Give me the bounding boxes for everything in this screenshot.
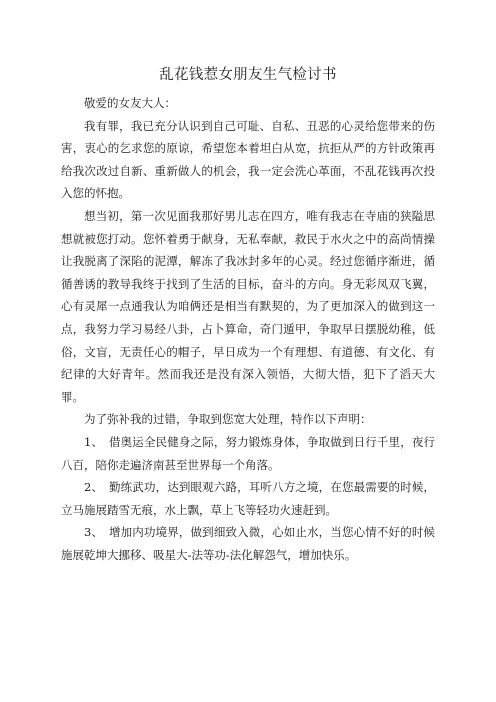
list-item-2: 2、 勤练武功，达到眼观六路，耳听八方之境，在您最需要的时候，立马施展踏雪无痕，水上飘，草上飞等轻功火速赶到。 <box>61 480 435 517</box>
document-title: 乱花钱惹女朋友生气检讨书 <box>159 67 337 83</box>
salutation: 敬爱的女友大人： <box>84 96 176 110</box>
list-item-1: 1、 借奥运全民健身之际，努力锻炼身体，争取做到日行千里，夜行八百，陪你走遍济南甚至世界每一个角落。 <box>61 434 435 472</box>
paragraph-recollection: 想当初，第一次见面我那好男儿志在四方，唯有我志在寺庙的狭隘思想就被您打动。您怀着勇于献身，无私奉献，救民于水火之中的高尚情操让我脱离了深陷的泥潭，解冻了我冰封多年的心灵。经过您循序渐进，循循善诱的教导我终于找到了生活的目标，奋斗的方向。身无彩凤双飞翼，心有灵犀一点通我认为咱俩还是相当有默契的，为了更加深入的做到这一点，我努力学习易经八卦，占卜算命，奇门遁甲，争取早日摆脱幼稚，低俗，文盲，无责任心的帽子，早日成为一个有理想、有道德、有文化、有纪律的大好青年。然而我还是没有深入领悟，大彻大悟，犯下了滔天大罪。 <box>61 208 435 404</box>
document-body <box>61 92 435 566</box>
list-item-3: 3、 增加内功境界，做到细致入微，心如止水，当您心情不好的时候施展乾坤大挪移、吸星大-法等功-法化解怨气，增加快乐。 <box>61 525 435 562</box>
paragraph-statement-intro: 为了弥补我的过错，争取到您宽大处理，特作以下声明： <box>84 412 372 427</box>
paragraph-confession: 我有罪，我已充分认识到自己可耻、自私、丑恶的心灵给您带来的伤害，衷心的乞求您的原谅，希望您本着坦白从宽，抗拒从严的方针政策再给我次改过自新、重新做人的机会，我一定会洗心革面，不乱花钱再次投入您的怀抱。 <box>61 118 435 201</box>
